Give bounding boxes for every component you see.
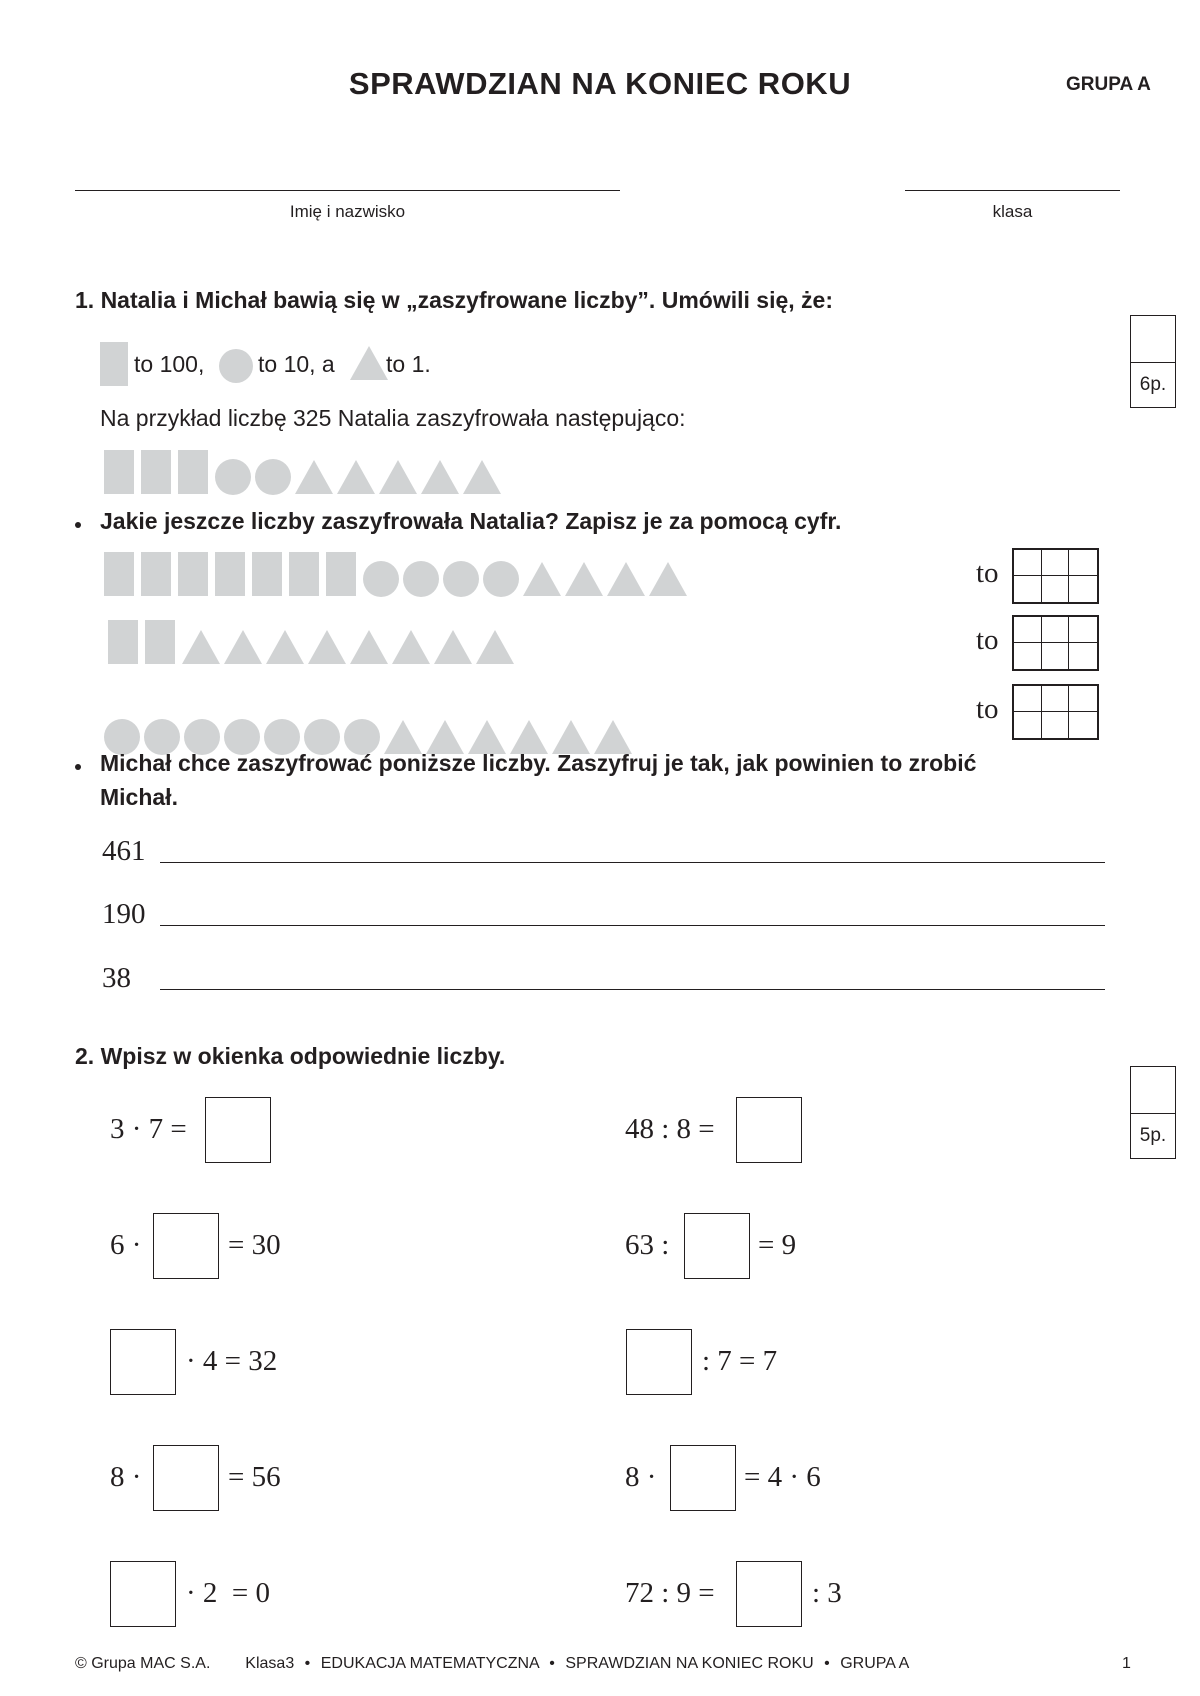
cipher-row-2 (108, 618, 522, 671)
eq-right-4-before: 8 · (625, 1461, 657, 1493)
eq-right-5-before: 72 : 9 = (625, 1577, 715, 1609)
cipher-shapes (104, 448, 509, 496)
footer-copyright: © Grupa MAC S.A. (75, 1655, 211, 1672)
legend-triangle-text: to 1. (386, 351, 431, 377)
legend-circle-text: to 10, a (258, 351, 335, 377)
hundreds-square (178, 552, 208, 596)
hundreds-square (145, 620, 175, 664)
eq-left-1-before: 3 · 7 = (110, 1113, 187, 1145)
eq-right-5-after: : 3 (812, 1577, 842, 1609)
footer-test: SPRAWDZIAN NA KONIEC ROKU (565, 1655, 814, 1672)
ones-triangle (337, 460, 375, 494)
ones-triangle (510, 720, 548, 754)
hundreds-square (141, 552, 171, 596)
ones-triangle (552, 720, 590, 754)
eq-left-2-box[interactable] (153, 1213, 219, 1279)
tens-circle (363, 561, 399, 597)
legend-square-text: to 100, (134, 351, 205, 377)
page-title: SPRAWDZIAN NA KONIEC ROKU (348, 66, 852, 101)
bullet-b (75, 764, 81, 770)
eq-right-2-after: = 9 (758, 1229, 797, 1261)
cipher-row-1 (104, 550, 695, 603)
tens-circle (403, 561, 439, 597)
eq-left-4-after: = 56 (228, 1461, 281, 1493)
eq-right-3-box[interactable] (626, 1329, 692, 1395)
page-number: 1 (1122, 1655, 1131, 1672)
ones-triangle (266, 630, 304, 664)
legend-circle (218, 348, 254, 384)
footer-subject: EDUKACJA MATEMATYCZNA (320, 1655, 539, 1672)
answer-prefix-2: to (976, 624, 999, 656)
ones-triangle (295, 460, 333, 494)
part-a-prompt: Jakie jeszcze liczby zaszyfrowała Natalia? Zapisz je za pomocą cyfr. (100, 508, 842, 534)
hundreds-square (141, 450, 171, 494)
ones-triangle (384, 720, 422, 754)
part-b-prompt-line2: Michał. (100, 784, 178, 810)
eq-left-3-after: · 4 = 32 (186, 1345, 278, 1377)
task1-points-box (1130, 315, 1176, 408)
eq-left-4-box[interactable] (153, 1445, 219, 1511)
eq-left-2-after: = 30 (228, 1229, 281, 1261)
task2-score-field[interactable] (1131, 1067, 1175, 1114)
eq-right-1-before: 48 : 8 = (625, 1113, 715, 1145)
eq-right-2-box[interactable] (684, 1213, 750, 1279)
ones-triangle (565, 562, 603, 596)
number-461: 461 (102, 835, 146, 867)
task1-heading: 1. Natalia i Michał bawią się w „zaszyfrowane liczby”. Umówili się, że: (75, 287, 833, 313)
class-line[interactable] (905, 190, 1120, 191)
ones-triangle (392, 630, 430, 664)
ones-triangle (463, 460, 501, 494)
tens-circle (255, 459, 291, 495)
eq-left-1-box[interactable] (205, 1097, 271, 1163)
ones-triangle (649, 562, 687, 596)
eq-right-3-after: : 7 = 7 (702, 1345, 778, 1377)
task1-points-label: 6p. (1139, 374, 1167, 395)
cipher-shapes (108, 618, 522, 666)
answer-prefix-1: to (976, 557, 999, 589)
eq-left-4-before: 8 · (110, 1461, 142, 1493)
eq-right-5-box[interactable] (736, 1561, 802, 1627)
eq-right-2-before: 63 : (625, 1229, 670, 1261)
example-code (104, 448, 509, 501)
hundreds-square (108, 620, 138, 664)
ones-triangle (224, 630, 262, 664)
name-label: Imię i nazwisko (289, 202, 406, 221)
ones-triangle (434, 630, 472, 664)
footer (75, 1655, 909, 1673)
task2-points-label: 5p. (1139, 1125, 1167, 1146)
class-label: klasa (992, 202, 1033, 221)
footer-sep-2: • (549, 1655, 555, 1672)
answer-line-461[interactable] (160, 862, 1105, 863)
footer-group: GRUPA A (840, 1655, 910, 1672)
answer-line-38[interactable] (160, 989, 1105, 990)
name-line[interactable] (75, 190, 620, 191)
hundreds-square (252, 552, 282, 596)
eq-left-5-box[interactable] (110, 1561, 176, 1627)
digit-grid-3[interactable] (1012, 684, 1099, 740)
ones-triangle (379, 460, 417, 494)
group-label: GRUPA A (1066, 74, 1151, 95)
footer-class: Klasa3 (245, 1655, 295, 1672)
eq-right-1-box[interactable] (736, 1097, 802, 1163)
ones-triangle (421, 460, 459, 494)
number-38: 38 (102, 962, 131, 994)
ones-triangle (308, 630, 346, 664)
hundreds-square (104, 450, 134, 494)
hundreds-square (178, 450, 208, 494)
eq-right-4-box[interactable] (670, 1445, 736, 1511)
ones-triangle (607, 562, 645, 596)
example-text: Na przykład liczbę 325 Natalia zaszyfrowała następująco: (100, 405, 686, 431)
cipher-shapes (104, 550, 695, 598)
legend-square (100, 340, 130, 388)
hundreds-square (289, 552, 319, 596)
part-b-prompt-line1: Michał chce zaszyfrować poniższe liczby. Zaszyfruj je tak, jak powinien to zrobić (100, 750, 977, 776)
task2-heading: 2. Wpisz w okienka odpowiednie liczby. (75, 1043, 506, 1069)
ones-triangle (350, 630, 388, 664)
ones-triangle (182, 630, 220, 664)
eq-left-2-before: 6 · (110, 1229, 142, 1261)
bullet-a (75, 522, 81, 528)
task2-points-box (1130, 1066, 1176, 1159)
digit-grid-1[interactable] (1012, 548, 1099, 604)
digit-grid-2[interactable] (1012, 615, 1099, 671)
ones-triangle (594, 720, 632, 754)
ones-triangle (468, 720, 506, 754)
ones-triangle (476, 630, 514, 664)
answer-line-190[interactable] (160, 925, 1105, 926)
answer-prefix-3: to (976, 693, 999, 725)
eq-left-3-box[interactable] (110, 1329, 176, 1395)
tens-circle (215, 459, 251, 495)
ones-triangle (426, 720, 464, 754)
hundreds-square (215, 552, 245, 596)
cipher-shapes (104, 708, 640, 756)
task1-score-field[interactable] (1131, 316, 1175, 363)
footer-sep-3: • (824, 1655, 830, 1672)
legend-triangle (350, 346, 388, 380)
ones-triangle (523, 562, 561, 596)
tens-circle (483, 561, 519, 597)
footer-sep-1: • (304, 1655, 311, 1672)
number-190: 190 (102, 898, 146, 930)
eq-right-4-after: = 4 · 6 (744, 1461, 821, 1493)
eq-left-5-after: · 2 = 0 (186, 1577, 271, 1609)
tens-circle (443, 561, 479, 597)
hundreds-square (104, 552, 134, 596)
hundreds-square (326, 552, 356, 596)
